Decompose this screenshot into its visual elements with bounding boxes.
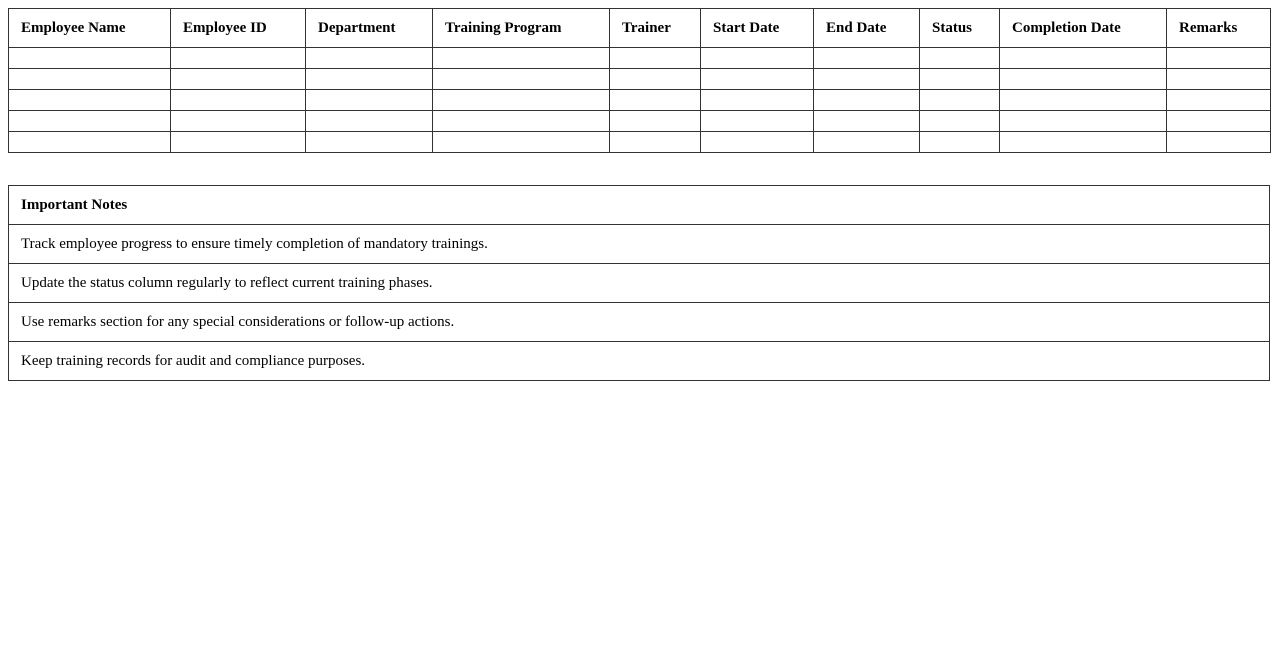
table-cell[interactable] — [171, 48, 306, 69]
note-row — [9, 303, 1270, 342]
table-cell[interactable] — [433, 90, 610, 111]
column-header-employee-name: Employee Name — [9, 9, 171, 48]
note-item: Keep training records for audit and compliance purposes. — [9, 342, 1270, 381]
table-cell[interactable] — [9, 69, 171, 90]
table-cell[interactable] — [814, 132, 920, 153]
column-header-employee-id: Employee ID — [171, 9, 306, 48]
table-cell[interactable] — [701, 132, 814, 153]
table-row — [9, 111, 1271, 132]
table-cell[interactable] — [306, 90, 433, 111]
table-cell[interactable] — [1167, 48, 1271, 69]
training-table — [8, 8, 1271, 153]
table-cell[interactable] — [9, 111, 171, 132]
table-cell[interactable] — [433, 48, 610, 69]
table-cell[interactable] — [701, 69, 814, 90]
table-cell[interactable] — [610, 48, 701, 69]
column-header-department: Department — [306, 9, 433, 48]
table-cell[interactable] — [1167, 90, 1271, 111]
table-cell[interactable] — [920, 48, 1000, 69]
table-header-row — [9, 9, 1271, 48]
table-cell[interactable] — [1167, 132, 1271, 153]
column-header-start-date: Start Date — [701, 9, 814, 48]
table-cell[interactable] — [701, 48, 814, 69]
table-cell[interactable] — [701, 90, 814, 111]
note-item: Use remarks section for any special considerations or follow-up actions. — [9, 303, 1270, 342]
table-row — [9, 90, 1271, 111]
column-header-remarks: Remarks — [1167, 9, 1271, 48]
table-cell[interactable] — [433, 69, 610, 90]
table-cell[interactable] — [9, 90, 171, 111]
table-cell[interactable] — [1000, 69, 1167, 90]
table-row — [9, 69, 1271, 90]
table-cell[interactable] — [920, 132, 1000, 153]
note-item: Track employee progress to ensure timely completion of mandatory trainings. — [9, 225, 1270, 264]
column-header-end-date: End Date — [814, 9, 920, 48]
table-cell[interactable] — [171, 69, 306, 90]
table-cell[interactable] — [610, 90, 701, 111]
table-cell[interactable] — [171, 90, 306, 111]
note-row — [9, 264, 1270, 303]
table-cell[interactable] — [920, 69, 1000, 90]
table-cell[interactable] — [920, 111, 1000, 132]
note-row — [9, 342, 1270, 381]
table-cell[interactable] — [171, 132, 306, 153]
column-header-training-program: Training Program — [433, 9, 610, 48]
table-cell[interactable] — [433, 111, 610, 132]
note-item: Update the status column regularly to reflect current training phases. — [9, 264, 1270, 303]
table-cell[interactable] — [814, 90, 920, 111]
table-cell[interactable] — [1167, 111, 1271, 132]
table-cell[interactable] — [1000, 111, 1167, 132]
table-cell[interactable] — [9, 48, 171, 69]
table-cell[interactable] — [610, 69, 701, 90]
table-cell[interactable] — [1167, 69, 1271, 90]
table-row — [9, 132, 1271, 153]
table-cell[interactable] — [306, 132, 433, 153]
column-header-status: Status — [920, 9, 1000, 48]
notes-header-row — [9, 186, 1270, 225]
table-cell[interactable] — [814, 111, 920, 132]
table-cell[interactable] — [1000, 90, 1167, 111]
note-row — [9, 225, 1270, 264]
column-header-completion-date: Completion Date — [1000, 9, 1167, 48]
table-row — [9, 48, 1271, 69]
table-cell[interactable] — [1000, 132, 1167, 153]
table-cell[interactable] — [814, 69, 920, 90]
table-cell[interactable] — [610, 132, 701, 153]
table-cell[interactable] — [1000, 48, 1167, 69]
table-cell[interactable] — [920, 90, 1000, 111]
notes-title: Important Notes — [9, 186, 1270, 225]
training-table-body — [9, 48, 1271, 153]
notes-table — [8, 185, 1270, 381]
table-cell[interactable] — [171, 111, 306, 132]
table-cell[interactable] — [306, 111, 433, 132]
table-cell[interactable] — [814, 48, 920, 69]
table-cell[interactable] — [306, 69, 433, 90]
table-cell[interactable] — [9, 132, 171, 153]
table-cell[interactable] — [306, 48, 433, 69]
table-cell[interactable] — [610, 111, 701, 132]
column-header-trainer: Trainer — [610, 9, 701, 48]
page-content — [8, 8, 1270, 381]
table-cell[interactable] — [433, 132, 610, 153]
table-cell[interactable] — [701, 111, 814, 132]
